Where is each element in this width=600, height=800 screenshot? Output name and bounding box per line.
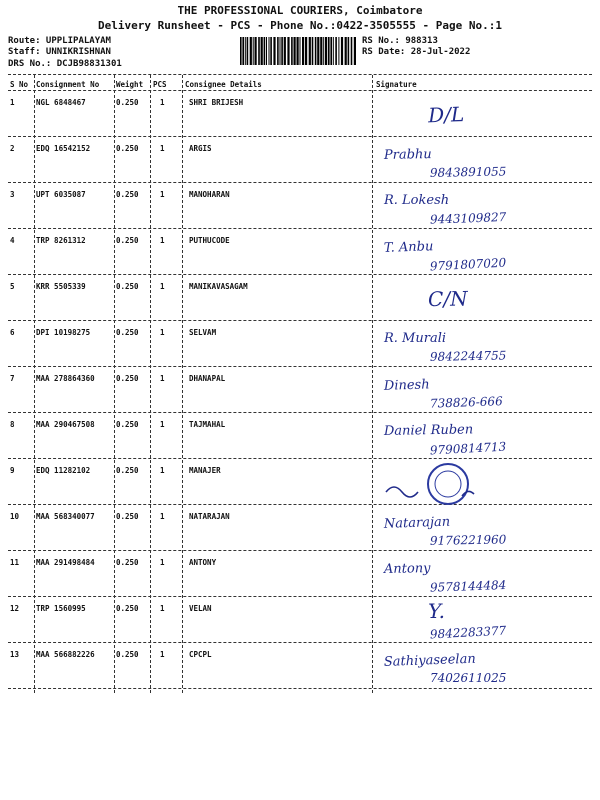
barcode-bar — [269, 37, 270, 65]
barcode-bar — [258, 37, 260, 65]
cell-sno: 10 — [10, 512, 20, 521]
signature-phone-handwriting: 9578144484 — [429, 578, 507, 595]
cell-consignee: ARGIS — [189, 144, 212, 153]
signature-phone-handwriting: 9842244755 — [429, 348, 507, 364]
col-sno: S No — [10, 80, 29, 89]
barcode-bar — [302, 37, 304, 65]
cell-sno: 5 — [10, 282, 15, 291]
barcode-bar — [266, 37, 267, 65]
cell-consignment-no: TRP 1560995 — [36, 604, 86, 613]
company-title: THE PROFESSIONAL COURIERS, Coimbatore — [177, 4, 423, 17]
barcode-bar — [240, 37, 242, 65]
signature-handwriting — [378, 368, 588, 414]
barcode-bar — [338, 37, 339, 65]
signature-handwriting — [378, 138, 588, 184]
cell-weight: 0.250 — [116, 190, 139, 199]
cell-sno: 13 — [10, 650, 20, 659]
cell-consignee: MANOHARAN — [189, 190, 230, 199]
sheet-title: Delivery Runsheet - PCS - Phone No.:0422-3505555 - Page No.:1 — [98, 19, 502, 32]
cell-weight: 0.250 — [116, 98, 139, 107]
cell-weight: 0.250 — [116, 144, 139, 153]
cell-sno: 12 — [10, 604, 20, 613]
barcode-bar — [325, 37, 327, 65]
cell-pcs: 1 — [160, 558, 165, 567]
signature-phone-handwriting: 7402611025 — [430, 671, 507, 685]
cell-consignee: ANTONY — [189, 558, 217, 567]
signature-handwriting — [378, 230, 588, 276]
signature-name-handwriting: R. Murali — [384, 331, 447, 346]
cell-consignment-no: TRP 8261312 — [36, 236, 86, 245]
barcode-bar — [284, 37, 286, 65]
cell-consignee: MANAJER — [189, 466, 221, 475]
cell-pcs: 1 — [160, 512, 165, 521]
cell-consignee: DHANAPAL — [189, 374, 226, 383]
signature-phone-handwriting: 9176221960 — [429, 532, 507, 548]
cell-consignee: CPCPL — [189, 650, 212, 659]
barcode-bar — [309, 37, 311, 65]
barcode-bar — [247, 37, 249, 65]
barcode-bar — [348, 37, 350, 65]
barcode-bar — [351, 37, 353, 65]
barcode-bar — [317, 37, 319, 65]
barcode-bar — [345, 37, 347, 65]
col-consignee: Consignee Details — [185, 80, 262, 89]
cell-sno: 8 — [10, 420, 15, 429]
barcode-bar — [294, 37, 296, 65]
signature-phone-handwriting: 738826-666 — [429, 394, 503, 411]
signature-phone-handwriting: 9791807020 — [429, 255, 507, 274]
cell-pcs: 1 — [160, 374, 165, 383]
signature-handwriting — [378, 460, 588, 506]
barcode-bar — [281, 37, 283, 65]
cell-weight: 0.250 — [116, 374, 139, 383]
col-pcs: PCS — [153, 80, 167, 89]
cell-sno: 7 — [10, 374, 15, 383]
signature-phone-handwriting: 9790814713 — [429, 439, 507, 458]
signature-handwriting — [378, 598, 588, 644]
cell-weight: 0.250 — [116, 466, 139, 475]
cell-pcs: 1 — [160, 144, 165, 153]
barcode-bar — [335, 37, 337, 65]
rs-no-text: RS No.: 988313 — [362, 36, 438, 46]
table-header — [8, 78, 592, 90]
barcode-bar — [323, 37, 324, 65]
header-bottom-rule — [8, 90, 592, 91]
cell-sno: 1 — [10, 98, 15, 107]
cell-weight: 0.250 — [116, 236, 139, 245]
barcode-bar — [341, 37, 343, 65]
cell-consignment-no: MAA 291498484 — [36, 558, 95, 567]
cell-pcs: 1 — [160, 420, 165, 429]
barcode-bar — [245, 37, 246, 65]
signature-name-handwriting: T. Anbu — [383, 239, 434, 256]
barcode-bar — [333, 37, 334, 65]
rubber-stamp-inner-ring — [435, 471, 461, 497]
cell-consignment-no: DPI 10198275 — [36, 328, 91, 337]
barcode-bar — [255, 37, 257, 65]
cell-consignment-no: MAA 278864360 — [36, 374, 95, 383]
col-weight: Weight — [116, 80, 144, 89]
cell-consignment-no: MAA 566882226 — [36, 650, 95, 659]
barcode-bar — [273, 37, 275, 65]
signature-name-handwriting: Prabhu — [383, 147, 432, 163]
barcode-bar — [253, 37, 254, 65]
cell-consignee: NATARAJAN — [189, 512, 230, 521]
signature-handwriting — [378, 506, 588, 552]
cell-weight: 0.250 — [116, 650, 139, 659]
signature-handwriting — [378, 276, 588, 322]
cell-pcs: 1 — [160, 190, 165, 199]
signature-name-handwriting: D/L — [427, 102, 465, 128]
barcode-bar — [277, 37, 279, 65]
barcode-bar — [300, 37, 301, 65]
barcode-bar — [261, 37, 263, 65]
cell-consignment-no: NGL 6848467 — [36, 98, 86, 107]
barcode-bar — [264, 37, 266, 65]
signature-handwriting — [378, 414, 588, 460]
barcode-bar — [315, 37, 317, 65]
signature-name-handwriting: Daniel Ruben — [383, 422, 474, 439]
cell-sno: 4 — [10, 236, 15, 245]
barcode-bar — [312, 37, 314, 65]
signature-name-handwriting: Natarajan — [383, 514, 451, 532]
cell-consignee: PUTHUCODE — [189, 236, 230, 245]
col-consignment: Consignment No — [36, 80, 100, 89]
cell-consignment-no: MAA 290467508 — [36, 420, 95, 429]
cell-weight: 0.250 — [116, 512, 139, 521]
col-signature: Signature — [376, 80, 417, 89]
barcode-bar — [330, 37, 332, 65]
cell-consignment-no: EDQ 11282102 — [36, 466, 91, 475]
cell-consignee: TAJMAHAL — [189, 420, 226, 429]
cell-pcs: 1 — [160, 328, 165, 337]
signature-name-handwriting: R. Lokesh — [384, 193, 450, 208]
barcode-bar — [242, 37, 244, 65]
staff-text: Staff: UNNIKRISHNAN — [8, 47, 111, 57]
header-top-rule — [8, 74, 592, 75]
cell-consignee: SHRI BRIJESH — [189, 98, 244, 107]
signature-handwriting — [378, 92, 588, 138]
signature-name-handwriting: Sathiyaseelan — [383, 651, 476, 670]
rs-date-text: RS Date: 28-Jul-2022 — [362, 47, 471, 57]
drs-text: DRS No.: DCJB98831301 — [8, 59, 122, 69]
cell-consignee: MANIKAVASAGAM — [189, 282, 248, 291]
signature-handwriting — [378, 644, 588, 690]
cell-consignment-no: EDQ 16542152 — [36, 144, 91, 153]
cell-pcs: 1 — [160, 98, 165, 107]
signature-phone-handwriting: 9843891055 — [429, 164, 507, 180]
cell-pcs: 1 — [160, 282, 165, 291]
barcode-bar — [250, 37, 252, 65]
barcode-bar — [270, 37, 272, 65]
signature-name-handwriting: C/N — [427, 286, 468, 312]
cell-weight: 0.250 — [116, 328, 139, 337]
cell-weight: 0.250 — [116, 558, 139, 567]
cell-pcs: 1 — [160, 650, 165, 659]
cell-consignment-no: UPT 6035087 — [36, 190, 86, 199]
cell-weight: 0.250 — [116, 420, 139, 429]
signature-name-handwriting: Antony — [383, 561, 431, 577]
signature-handwriting — [378, 552, 588, 598]
signature-phone-handwriting: 9443109827 — [429, 210, 507, 227]
cell-consignee: SELVAM — [189, 328, 217, 337]
signature-phone-handwriting: 9842283377 — [429, 623, 507, 642]
barcode-bar — [328, 37, 330, 65]
barcode-bar — [320, 37, 322, 65]
cell-weight: 0.250 — [116, 282, 139, 291]
barcode-bar — [297, 37, 299, 65]
cell-consignment-no: KRR 5505339 — [36, 282, 86, 291]
barcode-bar — [354, 37, 356, 65]
cell-consignee: VELAN — [189, 604, 212, 613]
cell-sno: 11 — [10, 558, 20, 567]
barcode-bar — [305, 37, 307, 65]
barcode-bar — [287, 37, 289, 65]
barcode-bar — [280, 37, 281, 65]
cell-sno: 9 — [10, 466, 15, 475]
cell-pcs: 1 — [160, 236, 165, 245]
cell-sno: 3 — [10, 190, 15, 199]
cell-sno: 6 — [10, 328, 15, 337]
cell-weight: 0.250 — [116, 604, 139, 613]
cell-pcs: 1 — [160, 604, 165, 613]
cell-consignment-no: MAA 568340077 — [36, 512, 95, 521]
barcode-bar — [291, 37, 293, 65]
cell-sno: 2 — [10, 144, 15, 153]
signature-name-handwriting: Y. — [428, 599, 445, 623]
signature-handwriting — [378, 322, 588, 368]
cell-pcs: 1 — [160, 466, 165, 475]
route-text: Route: UPPLIPALAYAM — [8, 36, 111, 46]
rubber-stamp-seal — [428, 464, 468, 504]
signature-handwriting — [378, 184, 588, 230]
signature-name-handwriting: Dinesh — [383, 377, 430, 394]
barcode — [240, 37, 356, 65]
